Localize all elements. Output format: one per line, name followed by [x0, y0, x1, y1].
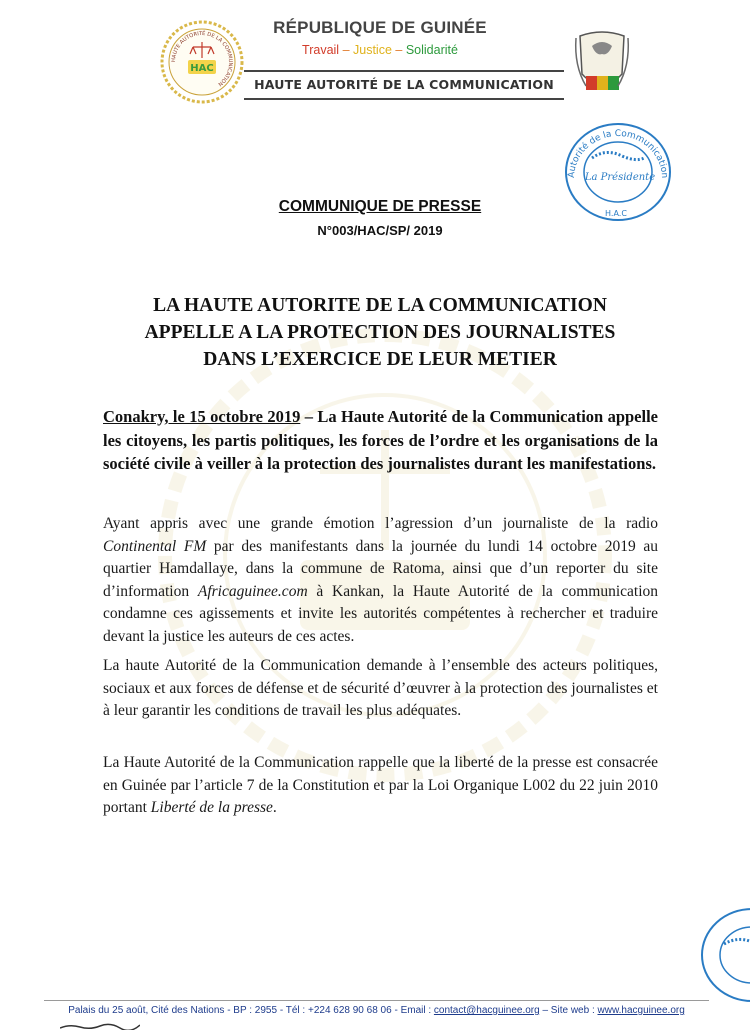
footer-divider [44, 1000, 709, 1001]
svg-text:La Présidente: La Présidente [584, 172, 656, 183]
hac-logo [160, 20, 244, 104]
headline-line: LA HAUTE AUTORITE DE LA COMMUNICATION [153, 295, 607, 316]
footer-web-label: – Site web : [539, 1005, 598, 1016]
official-stamp-top [556, 118, 674, 228]
national-motto [250, 43, 510, 57]
paragraph-text: . [272, 799, 277, 816]
footer-email-link[interactable]: contact@hacguinee.org [433, 1005, 540, 1016]
footer-website-link[interactable]: www.hacguinee.org [597, 1005, 685, 1016]
svg-text:HAUTE AUTORITÉ DE LA COMMUNICA: HAUTE AUTORITÉ DE LA COMMUNICATION [170, 30, 234, 87]
lead-paragraph [103, 405, 658, 476]
motto-separator: – [342, 43, 350, 57]
institution-name: HAUTE AUTORITÉ DE LA COMMUNICATION [244, 70, 564, 100]
footer-address: Palais du 25 août, Cité des Nations - BP : 2955 - Tél : +224 628 90 68 06 - Email : [68, 1005, 434, 1016]
motto-word-justice: Justice [353, 43, 392, 57]
motto-word-solidarite: Solidarité [405, 43, 458, 57]
dateline: Conakry, le 15 octobre 2019 [103, 407, 301, 426]
communique-number: N°003/HAC/SP/ 2019 [317, 223, 443, 238]
paragraph-text: par des manifestants dans la journée du lundi 14 octobre 2019 au quartier Hamdallaye, dans la commune de Ratoma, ainsi que d’un reporter du site d’information [103, 537, 658, 600]
body-paragraph-2: La haute Autorité de la Communication demande à l’ensemble des acteurs politiques, sociaux et aux forces de défense et de sécurité d’œuvrer à la protection des journalistes et à leur garantir les conditions de travail les plus adéquates. [103, 657, 658, 719]
coat-of-arms-icon [572, 26, 632, 102]
svg-text:Autorité de la Communication: Autorité de la Communication [566, 128, 670, 179]
svg-text:H.A.C: H.A.C [605, 209, 627, 218]
communique-title: COMMUNIQUE DE PRESSE [278, 198, 482, 215]
law-title: Liberté de la presse [150, 799, 273, 816]
republic-title: RÉPUBLIQUE DE GUINÉE [273, 18, 487, 37]
body-paragraph-1 [103, 513, 658, 648]
media-name: Continental FM [103, 537, 207, 555]
body-paragraph-3 [103, 752, 658, 820]
lead-text: – La Haute Autorité de la Communication appelle les citoyens, les partis politiques, les forces de l’ordre et les organisations de la société civile à veiller à la protection des journalistes durant les manifestations. [103, 407, 658, 473]
page-footer [44, 1005, 709, 1016]
headline-line: DANS L’EXERCICE DE LEUR METIER [203, 349, 557, 370]
headline-line: APPELLE A LA PROTECTION DES JOURNALISTES [144, 322, 616, 343]
motto-separator: – [395, 43, 403, 57]
scan-artifact [60, 1022, 140, 1030]
official-stamp-bottom [694, 900, 750, 1010]
press-headline [90, 292, 670, 373]
media-name: Africaguinee.com [197, 582, 308, 600]
motto-word-travail: Travail [302, 43, 340, 57]
paragraph-text: La Haute Autorité de la Communication rappelle que la liberté de la presse est consacrée en Guinée par l’article 7 de la Constitution et par la Loi Organique L002 du 22 juin 2010 portant [103, 754, 658, 816]
paragraph-text: à Kankan, la Haute Autorité de la communication condamne ces agissements et invite les autorités compétentes à rechercher et traduire devant la justice les auteurs de ces actes. [103, 582, 658, 645]
svg-text:HAC: HAC [190, 63, 214, 74]
paragraph-text: Ayant appris avec une grande émotion l’agression d’un journaliste de la radio [103, 515, 658, 532]
